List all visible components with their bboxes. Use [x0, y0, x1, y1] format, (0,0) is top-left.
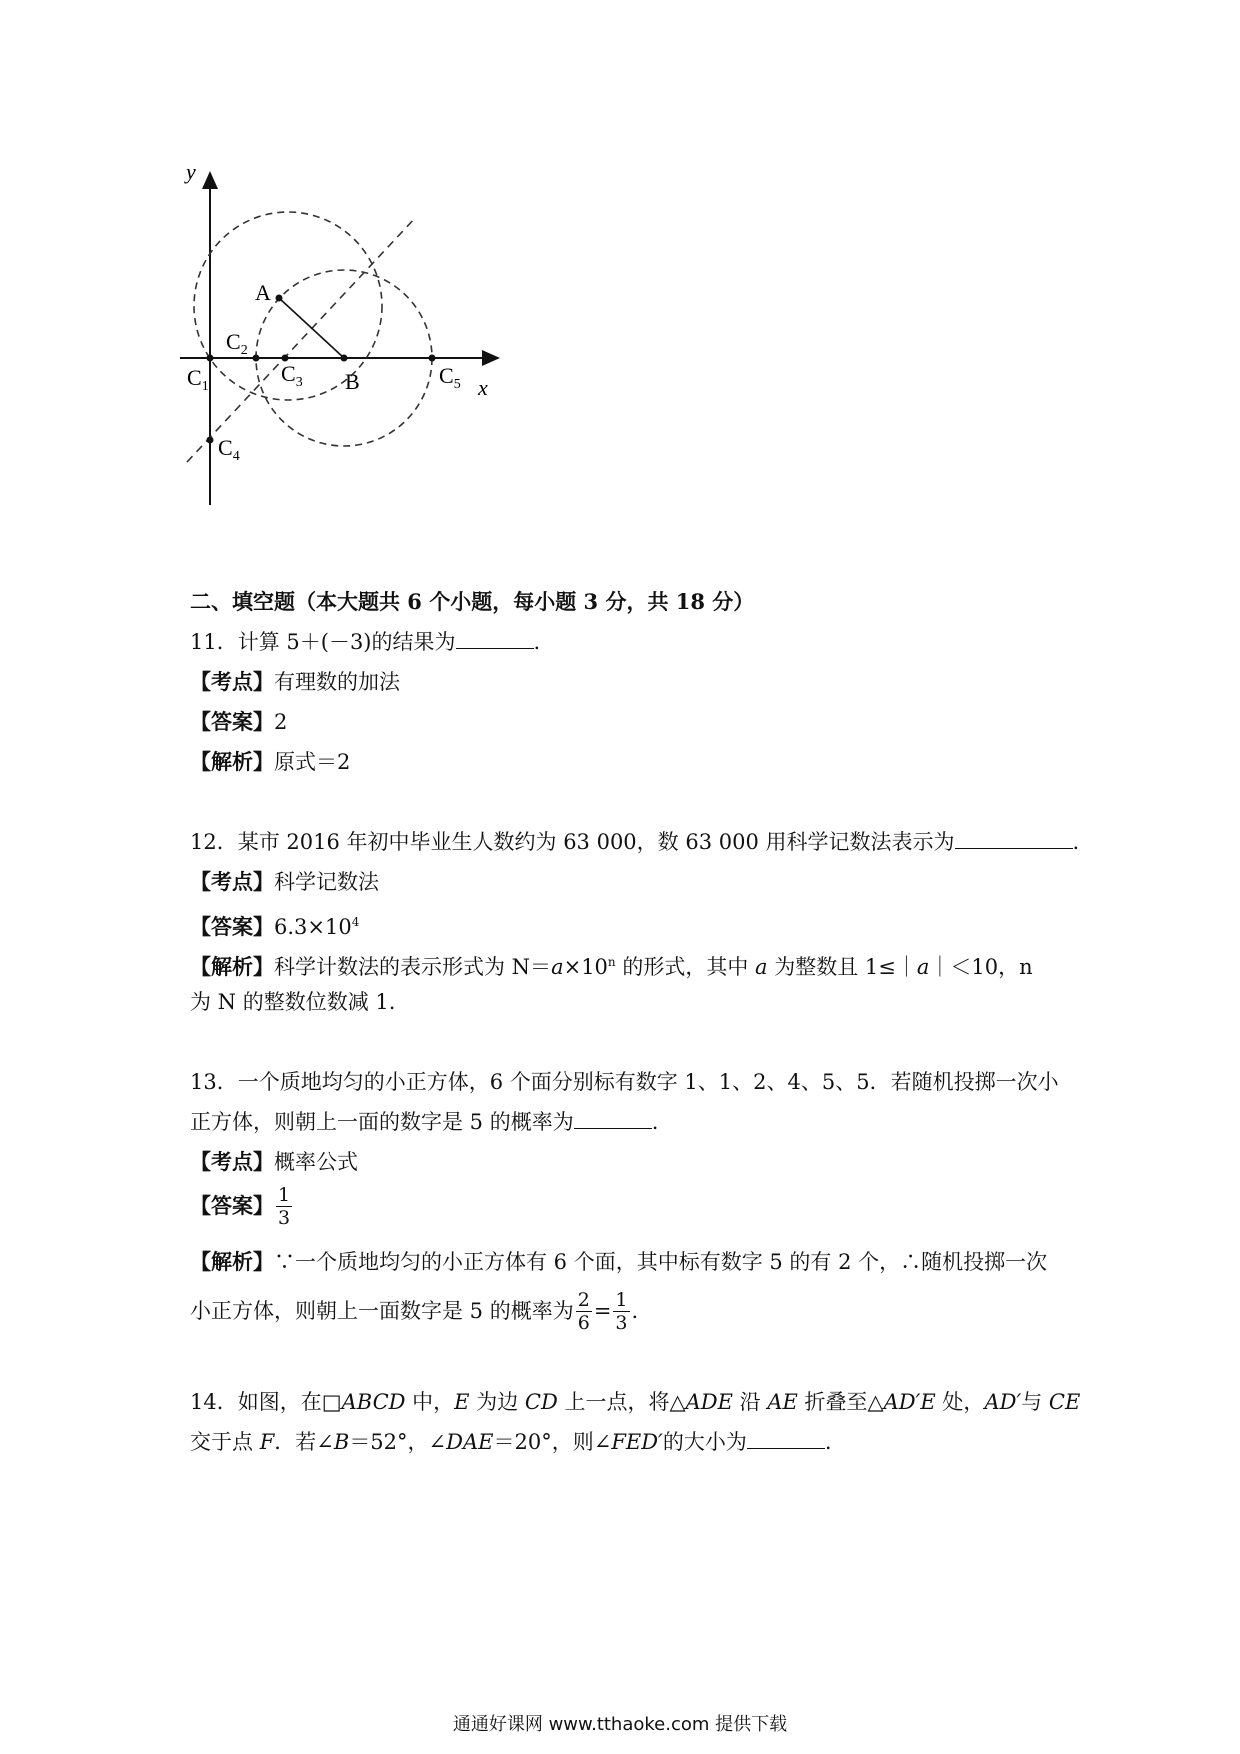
label-a: A — [255, 280, 271, 305]
q12-jiexi-line2: 为 N 的整数位数减 1. — [190, 990, 396, 1014]
q12-answer: 【答案】$6.3\times 10^4$ — [190, 914, 360, 939]
label-c4: $C_4$ — [218, 435, 240, 464]
q14-stem-line2: 交于点 F．若∠B＝52°，∠DAE＝20°，则∠FED′的大小为 . — [190, 1430, 832, 1454]
label-c5: $C_5$ — [439, 363, 461, 392]
segment-ab — [279, 298, 344, 358]
q11-stem: 11．计算 5＋(－3)的结果为 . — [190, 630, 541, 654]
bisector-line — [187, 217, 416, 462]
label-b: B — [345, 369, 360, 394]
page-footer: 通通好课网 www.tthaoke.com 提供下载 — [452, 1714, 788, 1735]
point-c1 — [207, 355, 214, 362]
section-title: 二、填空题（本大题共 6 个小题，每小题 3 分，共 18 分） — [190, 589, 755, 614]
label-c1: $C_1$ — [187, 365, 209, 394]
q12-jiexi: 【解析】科学计数法的表示形式为 $N=a\times 10^n$ 的形式，其中 a 为整数且 1≤｜a｜＜10，n — [190, 954, 1033, 979]
q13-answer: 【答案】 $\frac{1}{3}$ — [190, 1183, 291, 1229]
point-c4 — [207, 437, 214, 444]
point-b — [341, 355, 348, 362]
q12-stem: 12．某市 2016 年初中毕业生人数约为 63 000，数 63 000 用科学记数法表示为 . — [190, 830, 1080, 854]
q11-jiexi: 【解析】原式＝2 — [190, 749, 351, 774]
q11-answer: 【答案】2 — [190, 709, 288, 734]
answer-fraction: $\frac{1}{3}$ — [278, 1183, 291, 1229]
q13-jiexi-line1: 【解析】∵一个质地均匀的小正方体有 6 个面，其中标有数字 5 的有 2 个，∴随机投掷一次 — [190, 1249, 1048, 1274]
q13-kaodian: 【考点】概率公式 — [190, 1149, 358, 1174]
x-axis-label: x — [478, 375, 488, 400]
label-c2: $C_2$ — [226, 329, 248, 358]
q13-jiexi-line2: 小正方体，则朝上一面数字是 5 的概率为 $\frac{2}{6}$ = $\frac{1}{3}$ . — [190, 1288, 639, 1334]
label-c3: $C_3$ — [281, 361, 303, 390]
q11-kaodian: 【考点】有理数的加法 — [190, 669, 400, 694]
point-a — [276, 295, 283, 302]
point-c5 — [429, 355, 436, 362]
q13-stem-line1: 13．一个质地均匀的小正方体，6 个面分别标有数字 1、1、2、4、5、5．若随机投掷一次小 — [190, 1070, 1059, 1094]
fraction-1-3: $\frac{1}{3}$ — [615, 1288, 628, 1334]
point-c2 — [253, 355, 260, 362]
q14-stem-line1: 14．如图，在□ABCD 中，E 为边 CD 上一点，将△ADE 沿 AE 折叠至△AD′E 处，AD′与 CE — [190, 1390, 1081, 1414]
fraction-2-6: $\frac{2}{6}$ — [577, 1288, 590, 1334]
coordinate-figure — [180, 165, 580, 530]
q13-stem-line2: 正方体，则朝上一面的数字是 5 的概率为 . — [190, 1110, 659, 1134]
q12-kaodian: 【考点】科学记数法 — [190, 869, 379, 894]
y-axis-label: y — [186, 165, 196, 184]
